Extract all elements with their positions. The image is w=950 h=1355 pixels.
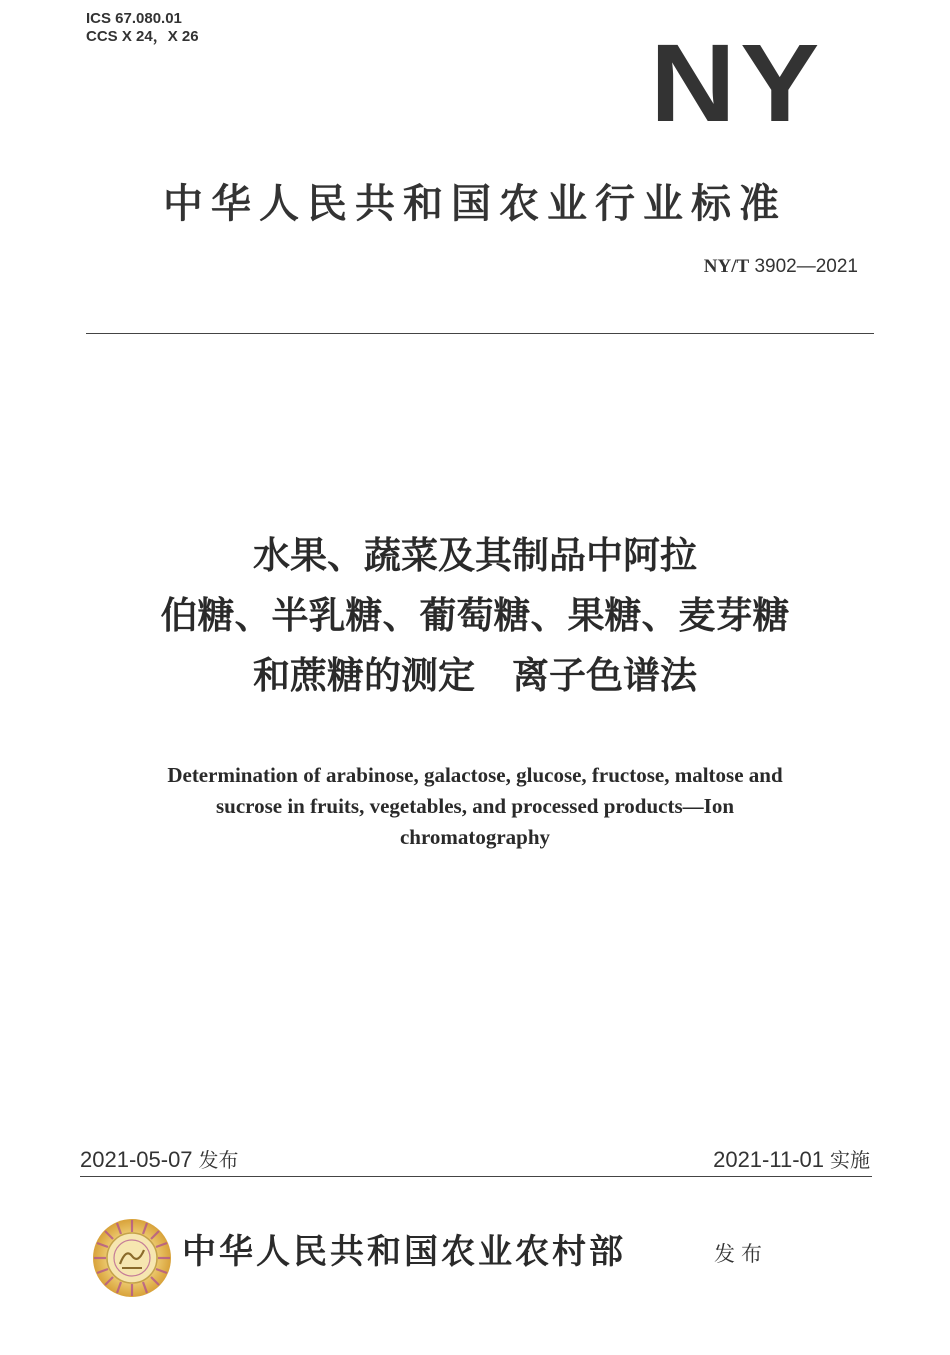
title-cn-line: 水果、蔬菜及其制品中阿拉 — [253, 534, 697, 577]
title-chinese — [0, 526, 950, 706]
issuer-name: 中华人民共和国农业农村部 — [182, 1232, 626, 1272]
publish-date-value: 2021-05-07 — [80, 1147, 193, 1172]
title-en-line: Determination of arabinose, galactose, glucose, fructose, maltose and — [167, 763, 783, 787]
publish-date — [80, 1144, 239, 1173]
title-english — [100, 760, 850, 853]
title-en-line: sucrose in fruits, vegetables, and processed products—Ion — [215, 794, 735, 818]
publish-label: 发布 — [198, 1148, 239, 1172]
classification-codes — [86, 10, 199, 46]
standard-code — [704, 256, 858, 278]
top-divider — [86, 333, 874, 334]
standard-category: 中华人民共和国农业行业标准 — [163, 181, 787, 227]
ny-logo: NY — [650, 22, 824, 145]
ministry-emblem-icon — [92, 1218, 172, 1298]
standard-code-number: 3902—2021 — [754, 256, 858, 277]
standard-code-prefix: NY/T — [703, 256, 750, 277]
implement-date-value: 2021-11-01 — [713, 1147, 824, 1172]
bottom-divider — [80, 1176, 872, 1177]
title-en-line: chromatography — [399, 825, 551, 849]
title-cn-line: 和蔗糖的测定 离子色谱法 — [253, 654, 697, 697]
ics-code: ICS 67.080.01 — [86, 10, 182, 27]
title-cn-line: 伯糖、半乳糖、葡萄糖、果糖、麦芽糖 — [160, 594, 790, 637]
implement-label: 实施 — [830, 1148, 870, 1172]
ccs-code: CCS X 24，X 26 — [86, 28, 199, 45]
implement-date — [713, 1144, 870, 1173]
issuer-verb: 发布 — [714, 1242, 768, 1266]
